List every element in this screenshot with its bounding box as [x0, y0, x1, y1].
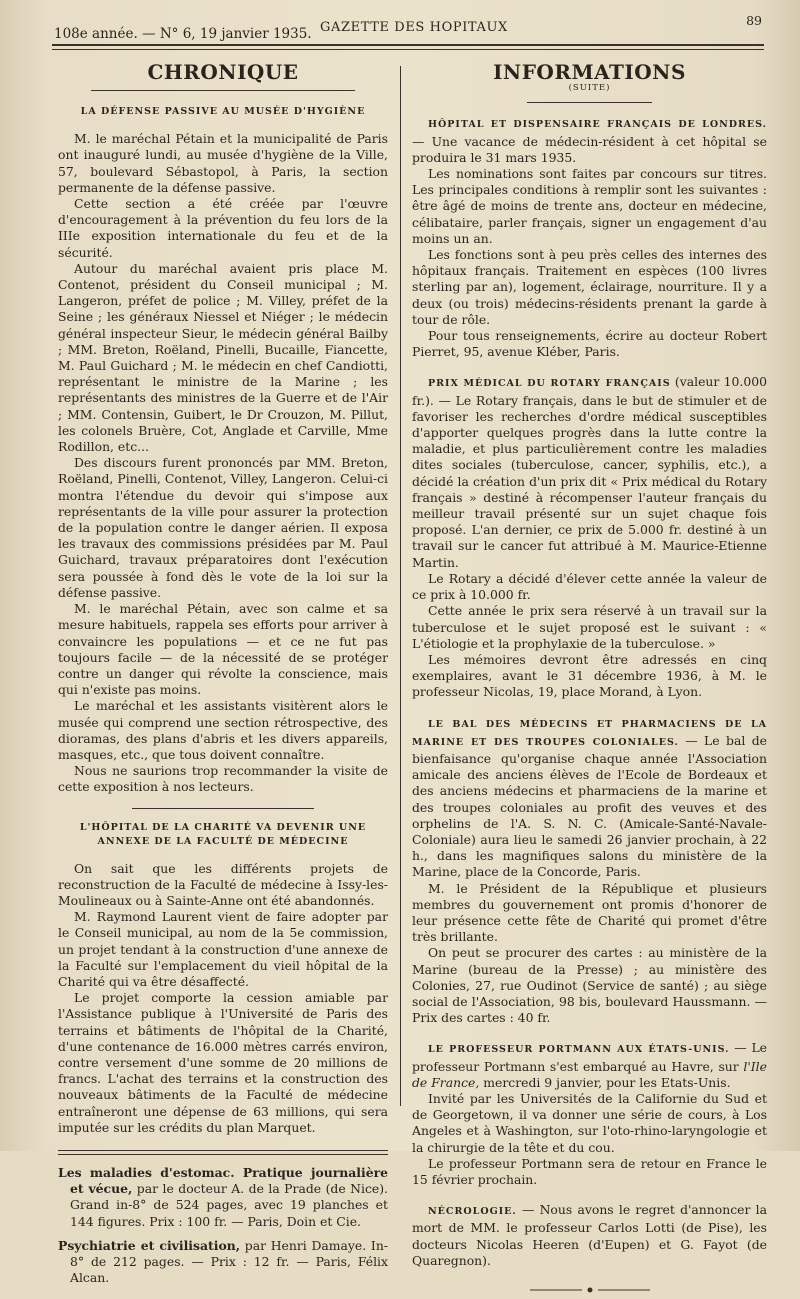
paragraph: Nous ne saurions trop recommander la visite de cette exposition à nos lecteurs.	[58, 763, 388, 795]
paragraph: M. le Président de la République et plusieurs membres du gouvernement ont promis d'honorer de leur présence cette fête de Charité qui promet d'être très brillante.	[412, 880, 767, 945]
item-text: mercredi 9 janvier, pour les Etats-Unis.	[483, 1074, 731, 1090]
item-lead: LE PROFESSEUR PORTMANN AUX ÉTATS-UNIS.	[428, 1044, 730, 1056]
item-lead: PRIX MÉDICAL DU ROTARY FRANÇAIS	[428, 378, 671, 390]
book-entry	[58, 1238, 388, 1287]
item-text: — Une vacance de médecin-résident à cet hôpital se produira le 31 mars 1935.	[412, 133, 767, 165]
end-ornament	[412, 1283, 767, 1299]
spacer	[412, 360, 767, 374]
item-lead: HÔPITAL ET DISPENSAIRE FRANÇAIS DE LONDRES.	[428, 119, 767, 131]
item-lead: LE BAL DES MÉDECINS ET PHARMACIENS DE LA MARINE ET DES TROUPES COLONIALES.	[412, 718, 767, 748]
spacer	[412, 1026, 767, 1040]
paragraph: Les fonctions sont à peu près celles des internes des hôpitaux français. Traitement en espèces (100 livres sterling par an), logement, éclairage, nourriture. Il y a deux (ou trois) médecins-résidents prenant la garde à tour de rôle.	[412, 247, 767, 327]
item-text: — Le professeur Portmann s'est embarqué au Havre, sur	[412, 1040, 768, 1074]
book-entry	[58, 1165, 388, 1230]
informations-title: INFORMATIONS	[493, 60, 686, 84]
paragraph: M. le maréchal Pétain, avec son calme et sa mesure habituels, rappela ses efforts pour arriver à convaincre les populations — et ce ne fut pas toujours facile — de la nécessité de se protéger contre un danger qui révolte la conscience, mais qui n'existe pas moins.	[58, 601, 388, 698]
paragraph: Le projet comporte la cession amiable par l'Assistance publique à l'Université de Paris des terrains et bâtiments de l'hôpital de la Charité, d'une contenance de 16.000 mètres carrés environ, contre versement d'une somme de 20 millions de francs. L'achat des terrains et la construction des nouveaux bâtiments de la Faculté de médecine entraîneront une dépense de 63 millions, qui sera imputée sur les crédits du plan Marquet.	[58, 990, 388, 1135]
paragraph	[412, 1202, 767, 1269]
book-details: par le docteur A. de la Prade (de Nice). Grand in-8° de 524 pages, avec 19 planches et 144 figures. Prix : 100 fr. — Paris, Doin et Cie.	[70, 1181, 388, 1229]
section-separator	[132, 808, 314, 809]
right-column	[412, 62, 767, 1299]
chronique-title: CHRONIQUE	[147, 60, 299, 84]
paragraph: Pour tous renseignements, écrire au docteur Robert Pierret, 95, avenue Kléber, Paris.	[412, 328, 767, 360]
paragraph: Les mémoires devront être adressés en cinq exemplaires, avant le 31 décembre 1936, à M. le professeur Nicolas, 19, place Morand, à Lyon.	[412, 651, 767, 700]
informations-subtitle: (SUITE)	[568, 83, 611, 94]
item-text: — Nous avons le regret d'annoncer la mort de MM. le professeur Carlos Lotti (de Pise), les docteurs Nicolas Heeren (d'Eupen) et G. Fayot (de Quaregnon).	[412, 1202, 767, 1268]
spacer	[412, 701, 767, 715]
paragraph	[412, 115, 767, 166]
ornament-rule-icon	[530, 1286, 650, 1294]
paragraph: Le Rotary a décidé d'élever cette année la valeur de ce prix à 10.000 fr.	[412, 570, 767, 603]
paragraph: On peut se procurer des cartes : au ministère de la Marine (bureau de la Presse) ; au ministère des Colonies, 27, rue Oudinot (Service de santé) ; au siège social de l'Association, 98 bis, boulevard Haussmann. — Prix des cartes : 40 fr.	[412, 945, 767, 1026]
page-number: 89	[746, 13, 762, 28]
paragraph: M. Raymond Laurent vient de faire adopter par le Conseil municipal, au nom de la 5e commission, un projet tendant à la construction d'une annexe de la Faculté sur l'emplacement du vieil hôpital de la Charité qui va être désaffecté.	[58, 909, 388, 989]
item-text: (valeur 10.000 fr.). — Le Rotary français, dans le but de stimuler et de favoriser les recherches d'ordre médical susceptibles d'apporter quelques progrès dans la lutte contre la maladie, et plus particulièrement contre les maladies dites sociales (tuberculose, cancer, syphilis, etc.), a décidé la création d'un prix dit « Prix médical du Rotary français » destiné à récompenser l'auteur français du meilleur travail présenté sur un sujet chaque fois proposé. L'an dernier, ce prix de 5.000 fr. destiné à un travail sur le cancer fut attribué à M. Maurice-Etienne Martin.	[412, 374, 767, 570]
section-title-defense-passive: LA DÉFENSE PASSIVE AU MUSÉE D'HYGIÈNE	[80, 106, 366, 118]
paragraph	[412, 374, 767, 570]
paragraph	[412, 715, 767, 881]
item-lead: NÉCROLOGIE.	[428, 1206, 517, 1218]
left-column	[58, 62, 388, 1294]
paragraph: Le professeur Portmann sera de retour en France le 15 février prochain.	[412, 1155, 767, 1187]
book-title: Les maladies d'estomac. Pratique journalière et vécue,	[58, 1164, 388, 1197]
issue-line: 108e année. — N° 6, 19 janvier 1935.	[54, 26, 312, 42]
item-text: — Le bal de bienfaisance qu'organise chaque année l'Association amicale des anciens élèves de l'Ecole de Bordeaux et des anciens médecins et pharmaciens de la marine et des troupes coloniales au profit des veuves et des orphelins de l'A. S. N. C. (Amicale-Santé-Navale-Coloniale) aura lieu le samedi 26 janvier prochain, à 22 h., dans les magnifiques salons du ministère de la Marine, place de la Concorde, Paris.	[412, 732, 767, 880]
journal-name: GAZETTE DES HOPITAUX	[320, 20, 508, 35]
paragraph: Le maréchal et les assistants visitèrent alors le musée qui comprend une section rétrospective, des dioramas, des plans d'abris et les divers appareils, masques, etc., que tous doivent connaître.	[58, 698, 388, 762]
paragraph	[412, 1040, 767, 1091]
section-title-charite: L'HÔPITAL DE LA CHARITÉ VA DEVENIR UNE ANNEXE DE LA FACULTÉ DE MÉDECINE	[79, 821, 367, 847]
spacer	[412, 1188, 767, 1202]
title-rule	[527, 102, 651, 103]
column-divider	[400, 66, 401, 1106]
ship-name: l'Ile de France,	[412, 1058, 767, 1090]
paragraph: Invité par les Universités de la Californie du Sud et de Georgetown, il va donner une série de cours, à Los Angeles et à Washington, sur l'oto-rhino-laryngologie et la chirurgie de la tête et du cou.	[412, 1090, 767, 1155]
paragraph: Cette année le prix sera réservé à un travail sur la tuberculose et le sujet proposé est le suivant : « L'étiologie et la prophylaxie de la tuberculose. »	[412, 603, 767, 651]
book-title: Psychiatrie et civilisation,	[58, 1237, 241, 1253]
title-rule	[91, 90, 355, 91]
header-rule	[52, 44, 764, 50]
paragraph: Des discours furent prononcés par MM. Breton, Roëland, Pinelli, Contenot, Villey, Langeron. Celui-ci montra l'étendue du devoir qui s'impose aux représentants de la ville pour assurer la protection de la population contre le danger aérien. Il exposa les travaux des commissions présidées par M. Paul Guichard, travaux préparatoires dont l'exécution sera poussée à fond dès le vote de la loi sur la défense passive.	[58, 455, 388, 600]
book-details: par Henri Damaye. In-8° de 212 pages. — Prix : 12 fr. — Paris, Félix Alcan.	[70, 1237, 388, 1286]
paragraph: Autour du maréchal avaient pris place M. Contenot, président du Conseil municipal ; M. Langeron, préfet de police ; M. Villey, préfet de la Seine ; les généraux Niessel et Niéger ; le médecin général inspecteur Sieur, le médecin général Bailby ; MM. Breton, Roëland, Pinelli, Bucaille, Fiancette, M. Paul Guichard ; M. le médecin en chef Candiotti, représentant le ministre de la Marine ; les représentants des ministres de la Guerre et de l'Air ; MM. Contensin, Guibert, le Dr Crouzon, M. Pillut, les colonels Bruère, Cot, Anglade et Carville, Mme Rodillon, etc...	[58, 260, 388, 455]
paragraph: Cette section a été créée par l'œuvre d'encouragement à la prévention du feu lors de la IIIe exposition internationale du feu et de la sécurité.	[58, 196, 388, 260]
paragraph: M. le maréchal Pétain et la municipalité de Paris ont inauguré lundi, au musée d'hygiène de la Ville, 57, boulevard Sébastopol, à Paris, la section permanente de la défense passive.	[58, 131, 388, 195]
paragraph: Les nominations sont faites par concours sur titres. Les principales conditions à remplir sont les suivantes : être âgé de moins de trente ans, docteur en médecine, célibataire, parler français, signer un engagement d'au moins un an.	[412, 166, 767, 246]
paragraph: On sait que les différents projets de reconstruction de la Faculté de médecine à Issy-les-Moulineaux ou à Sainte-Anne ont été abandonnés.	[58, 860, 388, 908]
